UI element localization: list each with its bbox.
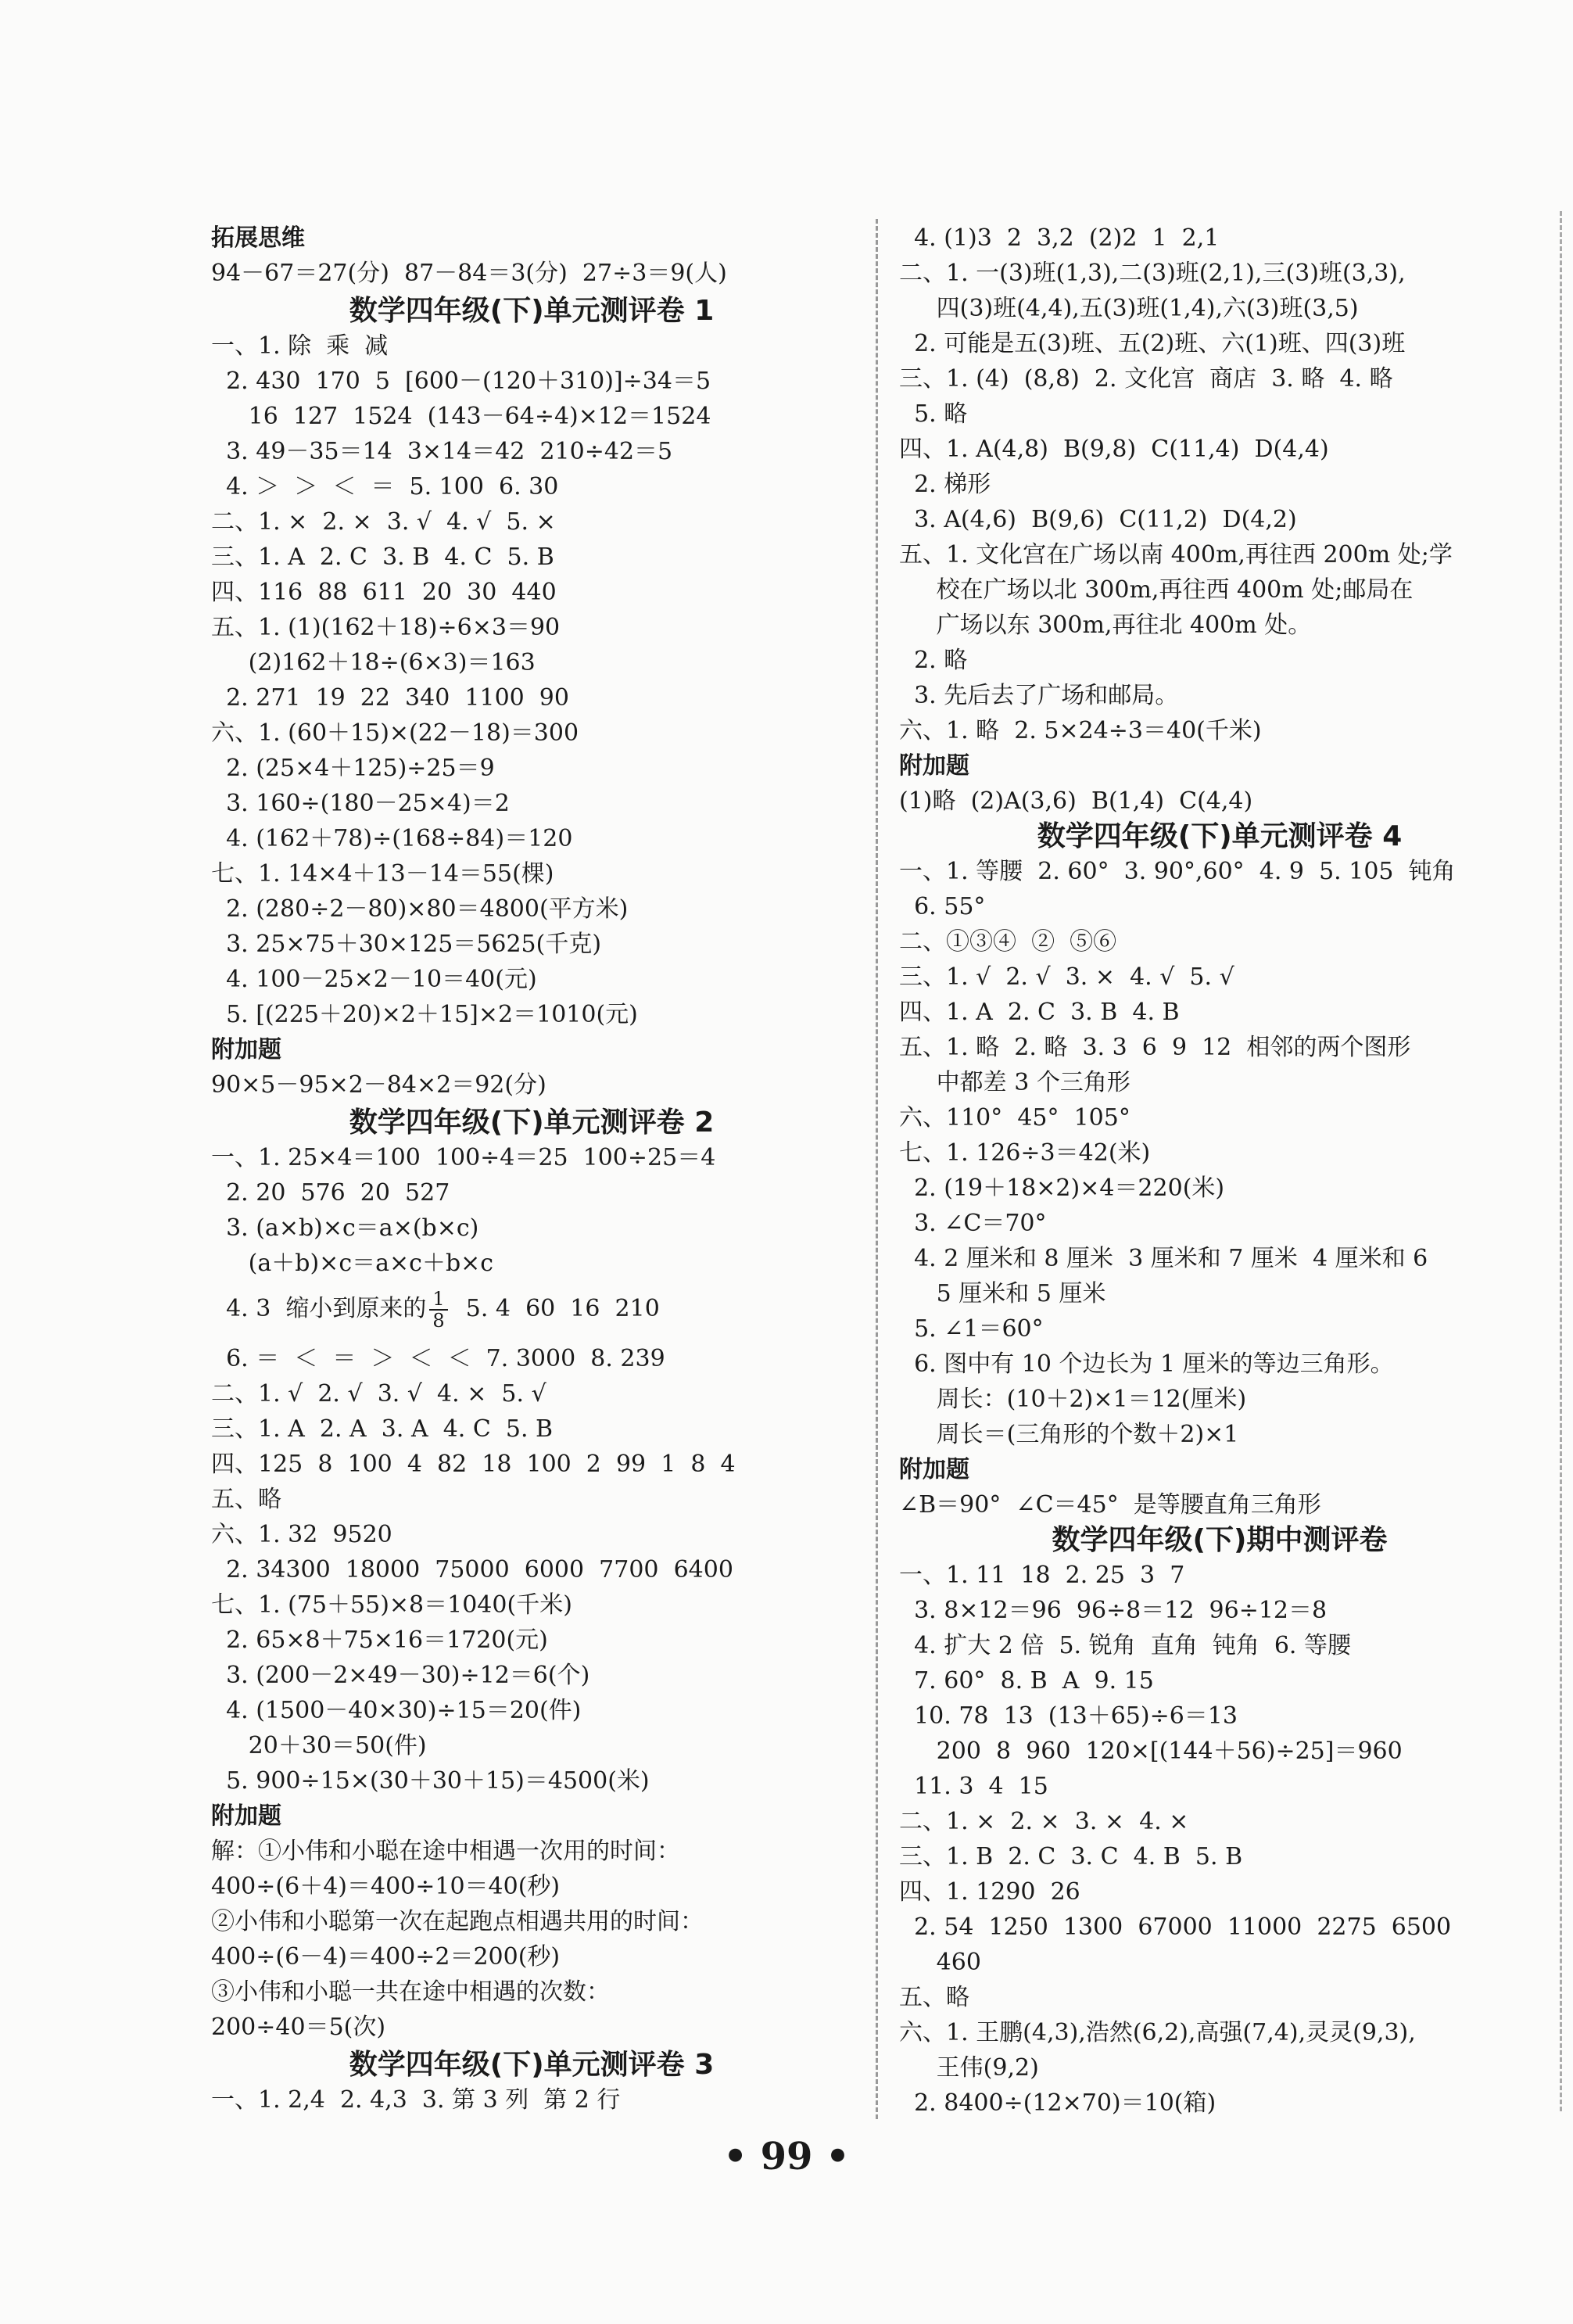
answer-line: 2. 34300 18000 75000 6000 7700 6400 bbox=[211, 1556, 733, 1583]
test-title: 数学四年级(下)期中测评卷 bbox=[1052, 1524, 1388, 1556]
answer-line: 2. (19＋18×2)×4＝220(米) bbox=[899, 1175, 1225, 1202]
answer-line: 周长：(10＋2)×1＝12(厘米) bbox=[899, 1386, 1247, 1413]
answer-line: 3. (200－2×49－30)÷12＝6(个) bbox=[211, 1662, 590, 1689]
answer-line: 11. 3 4 15 bbox=[899, 1773, 1048, 1800]
answer-line: 七、1. 126÷3＝42(米) bbox=[899, 1139, 1151, 1167]
answer-line: (1)略 (2)A(3,6) B(1,4) C(4,4) bbox=[899, 787, 1253, 815]
answer-line: 460 bbox=[899, 1949, 981, 1976]
answer-line: 一、1. 11 18 2. 25 3 7 bbox=[899, 1562, 1185, 1589]
answer-line: 二、1. 一(3)班(1,3),二(3)班(2,1),三(3)班(3,3), bbox=[899, 260, 1406, 287]
answer-line: 二、1. × 2. × 3. × 4. × bbox=[899, 1808, 1189, 1835]
answer-line: 3. 49－35＝14 3×14＝42 210÷42＝5 bbox=[211, 438, 673, 465]
answer-line: 3. 25×75＋30×125＝5625(千克) bbox=[211, 931, 602, 958]
answer-line: (2)162＋18÷(6×3)＝163 bbox=[211, 649, 536, 676]
answer-line: 解：①小伟和小聪在途中相遇一次用的时间： bbox=[211, 1838, 680, 1865]
answer-line: 四、1. 1290 26 bbox=[899, 1878, 1080, 1906]
answer-line: 5. ∠1＝60° bbox=[899, 1315, 1044, 1343]
answer-line: 2. 271 19 22 340 1100 90 bbox=[211, 684, 569, 712]
section-heading: 拓展思维 bbox=[211, 224, 305, 252]
answer-line: 3. 先后去了广场和邮局。 bbox=[899, 682, 1179, 709]
answer-line: 七、1. (75＋55)×8＝1040(千米) bbox=[211, 1591, 572, 1619]
answer-line: 94－67＝27(分) 87－84＝3(分) 27÷3＝9(人) bbox=[211, 260, 727, 287]
answer-line: 6. 55° bbox=[899, 893, 986, 920]
answer-line: 3. 160÷(180－25×4)＝2 bbox=[211, 790, 510, 817]
answer-line: 7. 60° 8. B A 9. 15 bbox=[899, 1667, 1154, 1695]
test-title: 数学四年级(下)单元测评卷 2 bbox=[349, 1106, 715, 1139]
answer-line: 400÷(6＋4)＝400÷10＝40(秒) bbox=[211, 1873, 561, 1900]
section-heading: 附加题 bbox=[899, 1456, 969, 1483]
test-title: 数学四年级(下)单元测评卷 3 bbox=[349, 2049, 715, 2081]
answer-line: 2. 65×8＋75×16＝1720(元) bbox=[211, 1626, 548, 1654]
answer-line: 4. (1)3 2 3,2 (2)2 1 2,1 bbox=[899, 224, 1220, 252]
answer-line: 4. (1500－40×30)÷15＝20(件) bbox=[211, 1697, 582, 1724]
answer-line: 四(3)班(4,4),五(3)班(1,4),六(3)班(3,5) bbox=[899, 295, 1359, 322]
answer-line: 3. ∠C＝70° bbox=[899, 1210, 1047, 1237]
answer-line: 一、1. 等腰 2. 60° 3. 90°,60° 4. 9 5. 105 钝角 bbox=[899, 858, 1456, 885]
answer-line: ∠B＝90° ∠C＝45° 是等腰直角三角形 bbox=[899, 1491, 1321, 1519]
column-divider bbox=[876, 219, 878, 2119]
answer-line: 五、1. 略 2. 略 3. 3 6 9 12 相邻的两个图形 bbox=[899, 1034, 1411, 1061]
answer-line: 一、1. 除 乘 减 bbox=[211, 332, 389, 360]
answer-line: 2. 430 170 5 [600－(120＋310)]÷34＝5 bbox=[211, 368, 711, 395]
answer-line: 三、1. A 2. A 3. A 4. C 5. B bbox=[211, 1415, 554, 1443]
answer-line: ③小伟和小聪一共在途中相遇的次数： bbox=[211, 1978, 610, 2006]
answer-line: 三、1. B 2. C 3. C 4. B 5. B bbox=[899, 1843, 1243, 1870]
answer-text: 4. 3 缩小到原来的 bbox=[211, 1295, 427, 1322]
fraction-denominator: 8 bbox=[432, 1310, 445, 1332]
answer-line: 校在广场以北 300m,再往西 400m 处;邮局在 bbox=[899, 576, 1414, 604]
answer-line: 王伟(9,2) bbox=[899, 2054, 1039, 2082]
answer-line: 四、125 8 100 4 82 18 100 2 99 1 8 4 bbox=[211, 1451, 736, 1478]
answer-line: 5 厘米和 5 厘米 bbox=[899, 1280, 1106, 1307]
answer-line: 四、1. A(4,8) B(9,8) C(11,4) D(4,4) bbox=[899, 436, 1329, 463]
answer-line: 五、略 bbox=[211, 1486, 281, 1513]
answer-line: (a＋b)×c＝a×c＋b×c bbox=[211, 1250, 494, 1277]
answer-line: 六、1. 略 2. 5×24÷3＝40(千米) bbox=[899, 717, 1262, 744]
answer-line: 四、1. A 2. C 3. B 4. B bbox=[899, 999, 1180, 1026]
answer-line: 3. (a×b)×c＝a×(b×c) bbox=[211, 1214, 479, 1242]
answer-line: 10. 78 13 (13＋65)÷6＝13 bbox=[899, 1702, 1238, 1730]
answer-line: 六、1. 32 9520 bbox=[211, 1521, 392, 1548]
answer-line: 广场以东 300m,再往北 400m 处。 bbox=[899, 611, 1312, 639]
answer-line: 六、1. 王鹏(4,3),浩然(6,2),高强(7,4),灵灵(9,3), bbox=[899, 2019, 1416, 2046]
answer-line: 周长＝(三角形的个数＋2)×1 bbox=[899, 1421, 1239, 1448]
answer-text: 5. 4 60 16 210 bbox=[450, 1295, 660, 1322]
answer-line: 6. ＝ ＜ ＝ ＞ ＜ ＜ 7. 3000 8. 239 bbox=[211, 1345, 665, 1372]
answer-line: 二、1. √ 2. √ 3. √ 4. × 5. √ bbox=[211, 1380, 546, 1408]
section-heading: 附加题 bbox=[899, 752, 969, 780]
page-edge-line bbox=[1560, 211, 1562, 2111]
test-title: 数学四年级(下)单元测评卷 4 bbox=[1037, 820, 1403, 852]
answer-line: 5. 略 bbox=[899, 400, 968, 428]
answer-line: 三、1. (4) (8,8) 2. 文化宫 商店 3. 略 4. 略 bbox=[899, 365, 1393, 393]
answer-line: 一、1. 25×4＝100 100÷4＝25 100÷25＝4 bbox=[211, 1144, 716, 1171]
answer-line: 2. 8400÷(12×70)＝10(箱) bbox=[899, 2089, 1216, 2117]
answer-line: 中都差 3 个三角形 bbox=[899, 1069, 1130, 1096]
answer-line: 4. 2 厘米和 8 厘米 3 厘米和 7 厘米 4 厘米和 6 bbox=[899, 1245, 1428, 1272]
answer-line: 4. ＞ ＞ ＜ ＝ 5. 100 6. 30 bbox=[211, 473, 559, 500]
answer-line: 四、116 88 611 20 30 440 bbox=[211, 579, 557, 606]
test-title: 数学四年级(下)单元测评卷 1 bbox=[349, 295, 715, 327]
answer-line: 3. A(4,6) B(9,6) C(11,2) D(4,2) bbox=[899, 506, 1297, 533]
answer-line: 2. 54 1250 1300 67000 11000 2275 6500 bbox=[899, 1913, 1452, 1941]
section-heading: 附加题 bbox=[211, 1036, 281, 1063]
answer-line: 90×5－95×2－84×2＝92(分) bbox=[211, 1071, 546, 1099]
answer-line: 2. 梯形 bbox=[899, 471, 991, 498]
answer-line: 200÷40＝5(次) bbox=[211, 2014, 386, 2041]
answer-line: 5. 900÷15×(30＋30＋15)＝4500(米) bbox=[211, 1767, 650, 1795]
answer-line: 2. (25×4＋125)÷25＝9 bbox=[211, 755, 495, 782]
answer-line-fraction bbox=[211, 1289, 660, 1331]
answer-line: 3. 8×12＝96 96÷8＝12 96÷12＝8 bbox=[899, 1597, 1328, 1624]
answer-line: 20＋30＝50(件) bbox=[211, 1732, 427, 1759]
answer-line: 6. 图中有 10 个边长为 1 厘米的等边三角形。 bbox=[899, 1350, 1394, 1378]
section-heading: 附加题 bbox=[211, 1802, 281, 1830]
answer-line: 五、略 bbox=[899, 1984, 969, 2011]
answer-line: 七、1. 14×4＋13－14＝55(棵) bbox=[211, 860, 554, 888]
answer-line: 2. 可能是五(3)班、五(2)班、六(1)班、四(3)班 bbox=[899, 330, 1406, 357]
answer-line: 三、1. √ 2. √ 3. × 4. √ 5. √ bbox=[899, 963, 1234, 991]
answer-line: 5. [(225＋20)×2＋15]×2＝1010(元) bbox=[211, 1001, 638, 1028]
page-number: • 99 • bbox=[723, 2135, 850, 2179]
fraction-numerator: 1 bbox=[429, 1289, 447, 1311]
answer-line: 4. (162＋78)÷(168÷84)＝120 bbox=[211, 825, 573, 852]
answer-line: 六、1. (60＋15)×(22－18)＝300 bbox=[211, 719, 579, 747]
answer-line: 二、1. × 2. × 3. √ 4. √ 5. × bbox=[211, 508, 556, 536]
answer-line: 200 8 960 120×[(144＋56)÷25]＝960 bbox=[899, 1738, 1403, 1765]
answer-line: 4. 扩大 2 倍 5. 锐角 直角 钝角 6. 等腰 bbox=[899, 1632, 1351, 1659]
answer-line: 五、1. (1)(162＋18)÷6×3＝90 bbox=[211, 614, 561, 641]
fraction bbox=[429, 1289, 447, 1331]
answer-line: 400÷(6－4)＝400÷2＝200(秒) bbox=[211, 1943, 561, 1971]
answer-line: 2. 20 576 20 527 bbox=[211, 1179, 450, 1207]
answer-line: 二、①③④ ② ⑤⑥ bbox=[899, 928, 1117, 956]
answer-line: 一、1. 2,4 2. 4,3 3. 第 3 列 第 2 行 bbox=[211, 2086, 621, 2114]
answer-line: 2. 略 bbox=[899, 647, 968, 674]
answer-line: ②小伟和小聪第一次在起跑点相遇共用的时间： bbox=[211, 1908, 704, 1935]
answer-line: 五、1. 文化宫在广场以南 400m,再往西 200m 处;学 bbox=[899, 541, 1453, 568]
answer-line: 三、1. A 2. C 3. B 4. C 5. B bbox=[211, 543, 554, 571]
answer-line: 4. 100－25×2－10＝40(元) bbox=[211, 966, 537, 993]
answer-line: 16 127 1524 (143－64÷4)×12＝1524 bbox=[211, 403, 711, 430]
answer-line: 2. (280÷2－80)×80＝4800(平方米) bbox=[211, 895, 629, 923]
answer-line: 六、110° 45° 105° bbox=[899, 1104, 1130, 1132]
